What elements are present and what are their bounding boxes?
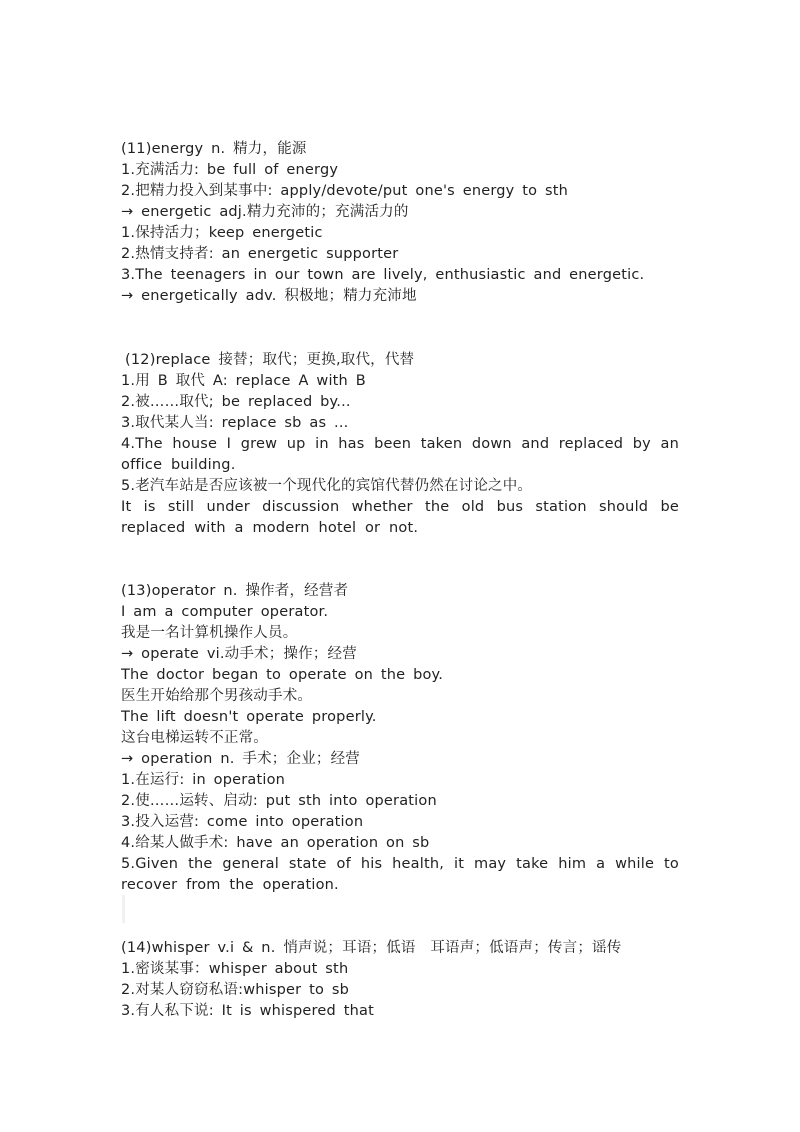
entry-heading: (14)whisper v.i & n. 悄声说；耳语；低语 耳语声；低语声；传言；谣传 — [121, 940, 622, 956]
entry-line: 3.有人私下说: It is whispered that — [121, 1003, 374, 1019]
entry-line: 4.给某人做手术: have an operation on sb — [121, 835, 430, 851]
entry-line: 1.充满活力: be full of energy — [121, 162, 339, 178]
entry-line: → operation n. 手术；企业；经营 — [121, 751, 360, 767]
entry-line: 5.Given the general state of his health, it may take him a while to recover from the operation. — [121, 856, 679, 893]
entry-heading: (12)replace 接替；取代；更换,取代，代替 — [125, 352, 415, 368]
entry-line: 2.把精力投入到某事中: apply/devote/put one's energy to sth — [121, 183, 569, 199]
entry-line: 医生开始给那个男孩动手术。 — [121, 688, 313, 704]
entry-line: 3.投入运营: come into operation — [121, 814, 364, 830]
entry-whisper — [121, 938, 679, 1022]
entry-line: 3.The teenagers in our town are lively, enthusiastic and energetic. — [121, 267, 645, 283]
entry-line: I am a computer operator. — [121, 604, 329, 620]
section-spacer — [121, 307, 679, 350]
entry-line: 2.热情支持者: an energetic supporter — [121, 246, 399, 262]
entry-line: 1.保持活力；keep energetic — [121, 225, 323, 241]
entry-line: 2.使……运转、启动: put sth into operation — [121, 793, 437, 809]
section-spacer — [121, 896, 679, 938]
entry-line: 我是一名计算机操作人员。 — [121, 625, 298, 641]
document-body — [121, 139, 679, 1022]
entry-line: → operate vi.动手术；操作；经营 — [121, 646, 357, 662]
entry-energy — [121, 139, 679, 307]
entry-operator — [121, 581, 679, 896]
entry-line: → energetically adv. 积极地；精力充沛地 — [121, 288, 417, 304]
entry-heading: (11)energy n. 精力，能源 — [121, 141, 307, 157]
entry-line: The lift doesn't operate properly. — [121, 709, 377, 725]
entry-heading: (13)operator n. 操作者，经营者 — [121, 583, 349, 599]
entry-line: 2.被……取代; be replaced by... — [121, 394, 351, 410]
entry-line: 这台电梯运转不正常。 — [121, 730, 268, 746]
entry-replace — [121, 350, 679, 539]
entry-line: 2.对某人窃窃私语:whisper to sb — [121, 982, 350, 998]
entry-line: 1.在运行: in operation — [121, 772, 286, 788]
entry-line: → energetic adj.精力充沛的；充满活力的 — [121, 204, 409, 220]
entry-line: It is still under discussion whether the old bus station should be replaced with a modern hotel or not. — [121, 499, 679, 536]
entry-line: 1.用 B 取代 A: replace A with B — [121, 373, 366, 389]
entry-line: 4.The house I grew up in has been taken down and replaced by an office building. — [121, 436, 679, 473]
section-spacer — [121, 539, 679, 581]
entry-line: The doctor began to operate on the boy. — [121, 667, 444, 683]
entry-line: 5.老汽车站是否应该被一个现代化的宾馆代替仍然在讨论之中。 — [121, 478, 533, 494]
entry-line: 3.取代某人当: replace sb as ... — [121, 415, 349, 431]
entry-line: 1.密谈某事：whisper about sth — [121, 961, 349, 977]
